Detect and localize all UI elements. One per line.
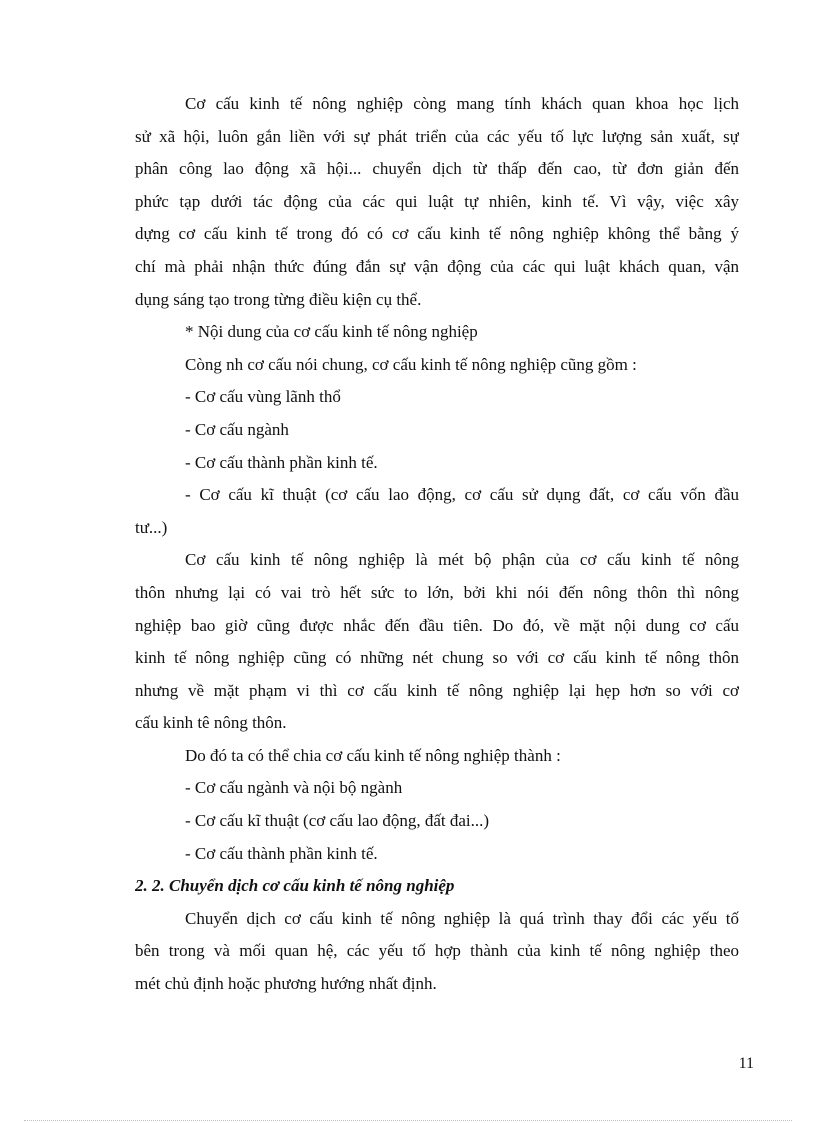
list-item: - Cơ cấu kĩ thuật (cơ cấu lao động, đất đai...)	[185, 811, 490, 831]
text-line: sử xã hội, luôn gắn liền với sự phát triển của các yếu tố lực lượng sản xuất, sự	[135, 126, 739, 146]
text-line: thôn nhưng lại có vai trò hết sức to lớn, bởi khi nói đến nông thôn thì nông	[135, 582, 739, 602]
list-item: - Cơ cấu vùng lãnh thổ	[185, 387, 341, 407]
section-heading: 2. 2. Chuyển dịch cơ cấu kinh tế nông nghiệp	[135, 876, 455, 896]
list-item: - Cơ cấu ngành và nội bộ ngành	[185, 778, 403, 798]
text-line: Cơ cấu kinh tế nông nghiệp còng mang tính khách quan khoa học lịch	[185, 94, 739, 113]
text-line: Chuyển dịch cơ cấu kinh tế nông nghiệp là quá trình thay đổi các yếu tố	[185, 908, 739, 928]
content-subheading: * Nội dung của cơ cấu kinh tế nông nghiệp	[185, 322, 478, 342]
division-line: Do đó ta có thể chia cơ cấu kinh tế nông nghiệp thành :	[185, 745, 561, 765]
list-item: - Cơ cấu ngành	[185, 419, 289, 439]
list-item: - Cơ cấu kĩ thuật (cơ cấu lao động, cơ cấu sử dụng đất, cơ cấu vốn đầu	[185, 485, 739, 505]
text-line: Cơ cấu kinh tế nông nghiệp là mét bộ phận của cơ cấu kinh tế nông	[185, 550, 739, 570]
text-line: nghiệp bao giờ cũng được nhắc đến đầu tiên. Do đó, về mặt nội dung cơ cấu	[135, 615, 739, 635]
paragraph-transition-definition	[135, 903, 739, 1001]
division-list	[135, 772, 739, 870]
structure-list	[135, 381, 739, 544]
list-item: - Cơ cấu thành phần kinh tế.	[185, 843, 378, 863]
intro-line: Còng nh cơ cấu nói chung, cơ cấu kinh tế nông nghiệp cũng gồm :	[185, 354, 637, 374]
list-item: - Cơ cấu thành phần kinh tế.	[185, 452, 378, 472]
text-line: bên trong và mối quan hệ, các yếu tố hợp thành của kinh tế nông nghiệp theo	[135, 941, 739, 961]
text-line: dựng cơ cấu kinh tế trong đó có cơ cấu kinh tế nông nghiệp không thể bằng ý	[135, 224, 739, 244]
text-line: chí mà phải nhận thức đúng đắn sự vận động của các qui luật khách quan, vận	[135, 256, 739, 276]
page-bottom-divider	[24, 1120, 792, 1121]
text-line: dụng sáng tạo trong từng điều kiện cụ thể.	[135, 289, 422, 309]
text-line: cấu kinh tê nông thôn.	[135, 713, 287, 733]
paragraph-agriculture-rural	[135, 544, 739, 740]
text-line: phức tạp dưới tác động của các qui luật tự nhiên, kinh tế. Vì vậy, việc xây	[135, 191, 739, 211]
text-line: mét chủ định hoặc phương hướng nhất định.	[135, 974, 437, 994]
text-line: kinh tế nông nghiệp cũng có những nét chung so với cơ cấu kinh tế nông thôn	[135, 648, 739, 668]
list-item-continuation: tư...)	[135, 517, 168, 537]
paragraph-structure-objectivity	[135, 88, 739, 316]
text-line: nhưng về mặt phạm vi thì cơ cấu kinh tế nông nghiệp lại hẹp hơn so với cơ	[135, 680, 739, 700]
text-line: phân công lao động xã hội... chuyển dịch từ thấp đến cao, từ đơn giản đến	[135, 159, 739, 179]
document-page	[135, 88, 739, 1001]
page-number: 11	[738, 1055, 754, 1072]
